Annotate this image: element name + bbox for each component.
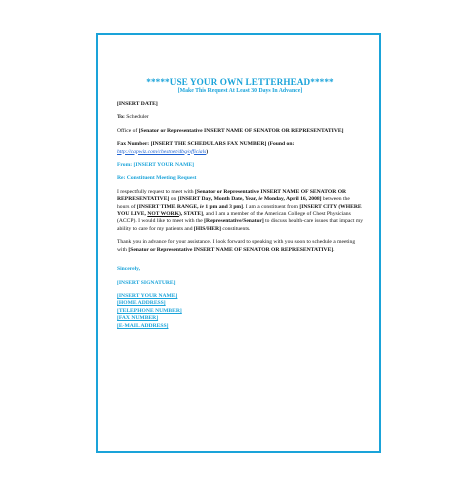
signature-placeholder: [INSERT SIGNATURE] [117,279,176,286]
body1-ie-2: ie [198,203,204,210]
body1-city: [INSERT CITY (WHERE YOU LIVE, [117,203,362,218]
office-value: [Senator or Representative INSERT NAME OF SENATOR OR REPRESENTATIVE] [138,127,344,134]
body1-rep: [Representative/Senator] [204,218,264,225]
contact-fax: [FAX NUMBER] [117,315,159,322]
body1-date: [INSERT Day, Month Date, Year, [177,196,258,203]
contact-name: [INSERT YOUR NAME] [117,292,178,299]
body1-date-example: Monday, April 16, 2008] [262,196,322,203]
fax-close: ) [206,148,209,155]
fax-found: (Found on: [267,141,295,148]
re-line [117,175,363,182]
office-prefix: Office of [117,127,139,134]
body2-text: Thank you in advance for your assistance. I look forward to speaking with you soon to schedule a meeting with [117,239,356,253]
body1-hours: between the hours of [117,196,350,210]
contact-telephone: [TELEPHONE NUMBER] [117,307,182,314]
body1-constituent: . I am a constituent from [242,203,300,210]
body1-text: I respectfully request to meet with [117,188,195,195]
from-line [117,162,363,169]
body1-member: , and I am a member of the American College of Chest Physicians (ACCP). I would like to meet with the [117,211,351,225]
body1-on: on [169,196,178,203]
body2-end: . [333,246,335,253]
contact-home-address: [HOME ADDRESS] [117,300,166,307]
contact-block [117,293,363,330]
body1-state: ), STATE] [178,211,204,218]
from-value: [INSERT YOUR NAME] [133,162,194,169]
to-line [117,114,363,121]
body1-his-her: [HIS/HER] [193,225,221,232]
date-line: [INSERT DATE] [117,101,158,107]
body-paragraph-2 [117,239,363,254]
office-line [117,128,363,135]
re-value: Constituent Meeting Request [126,175,197,182]
fax-label: Fax Number: [117,141,150,148]
letterhead-subtitle: [Make This Request At Least 30 Days In Advance] [177,88,303,94]
re-label: Re: [117,175,126,182]
closing: Sincerely, [117,266,141,273]
body1-issues: to discuss health-care issues that impact my ability to care for my patients and [117,218,363,232]
fax-link[interactable]: http://capwiz.com/chestnet/dbq/officials [117,148,207,155]
body1-ie: ie [257,196,263,203]
body2-senator: [Senator or Representative INSERT NAME OF SENATOR OR REPRESENTATIVE] [128,246,334,253]
letterhead-title: *****USE YOUR OWN LETTERHEAD***** [146,77,334,87]
contact-email: [E-MAIL ADDRESS] [117,322,169,329]
body1-time-example: 1 pm and 3 pm] [203,203,243,210]
body1-not-work: NOT WORK [147,211,179,218]
fax-line [117,141,363,156]
fax-value: [INSERT THE SCHEDULARS FAX NUMBER] [150,141,267,148]
body1-end: constituents. [220,225,251,232]
to-label: To: [117,114,125,121]
body1-time: [INSERT TIME RANGE, [136,203,199,210]
body-paragraph-1 [117,189,363,233]
letter-content [117,77,363,330]
from-label: From: [117,162,133,169]
to-value: Scheduler [126,114,149,121]
body1-senator: [Senator or Representative INSERT NAME OF SENATOR OR REPRESENTATIVE] [117,188,347,203]
